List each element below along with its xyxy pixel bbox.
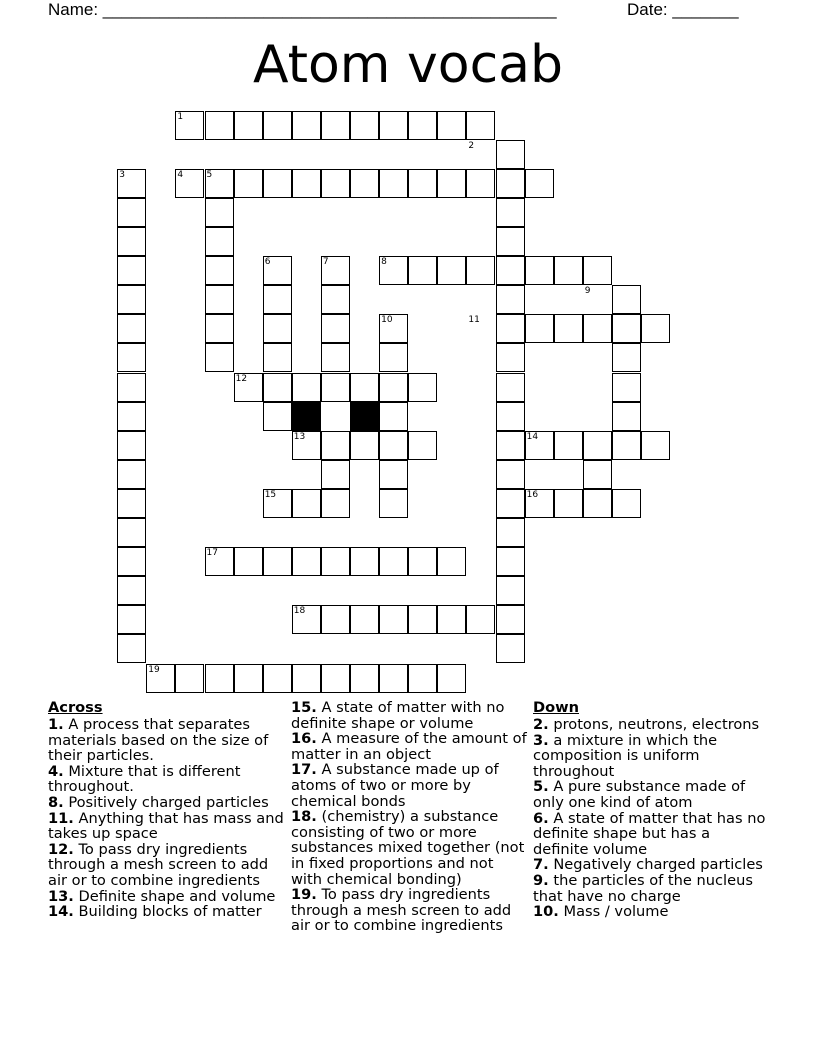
grid-cell[interactable] — [525, 256, 554, 285]
grid-cell[interactable] — [466, 605, 495, 634]
grid-cell[interactable] — [583, 256, 612, 285]
grid-cell[interactable] — [496, 518, 525, 547]
clue-number-label: 9. — [533, 871, 549, 889]
grid-cell[interactable] — [496, 227, 525, 256]
grid-cell[interactable] — [496, 169, 525, 198]
page-title: Atom vocab — [252, 35, 564, 95]
grid-cell[interactable] — [408, 547, 437, 576]
across-heading: Across — [48, 699, 103, 716]
clue-item — [533, 904, 769, 920]
grid-cell[interactable] — [321, 314, 350, 343]
grid-cell[interactable] — [437, 547, 466, 576]
down-clues-column — [533, 700, 769, 920]
clue-number-label: 6. — [533, 809, 549, 827]
clue-text: Mass / volume — [563, 903, 669, 921]
grid-cell[interactable] — [379, 489, 408, 518]
clue-number: 1 — [177, 111, 184, 122]
clue-number: 7 — [322, 257, 329, 268]
grid-cell[interactable] — [205, 227, 234, 256]
grid-cell[interactable] — [496, 576, 525, 605]
grid-cell[interactable] — [205, 314, 234, 343]
grid-cell[interactable] — [437, 169, 466, 198]
grid-cell[interactable] — [234, 664, 263, 693]
down-heading: Down — [533, 699, 580, 716]
clue-item — [48, 795, 284, 811]
grid-cell[interactable] — [379, 402, 408, 431]
grid-cell[interactable] — [350, 169, 379, 198]
grid-cell[interactable] — [496, 314, 525, 343]
clue-number-label: 2. — [533, 716, 549, 733]
grid-cell[interactable] — [321, 111, 350, 140]
grid-cell[interactable] — [175, 664, 204, 693]
grid-cell[interactable] — [350, 547, 379, 576]
grid-cell[interactable] — [408, 169, 437, 198]
clue-number-label: 8. — [48, 793, 64, 811]
grid-cell[interactable] — [554, 431, 583, 460]
clue-number: 10 — [381, 315, 393, 326]
clue-text: Building blocks of matter — [78, 903, 262, 921]
name-field-label: Name: ________________________________________________ — [48, 0, 557, 19]
grid-cell[interactable] — [466, 111, 495, 140]
across-clues-column-1 — [48, 700, 284, 920]
clue-number-label: 5. — [533, 778, 549, 796]
clue-item — [533, 779, 769, 810]
grid-cell[interactable] — [263, 373, 292, 402]
clue-text: (chemistry) a substance consisting of two or more substances mixed together (not in fixed proportions and not with chemical bonding) — [291, 808, 525, 888]
grid-cell[interactable] — [321, 460, 350, 489]
grid-cell[interactable] — [263, 169, 292, 198]
grid-cell[interactable] — [234, 111, 263, 140]
grid-cell[interactable] — [408, 256, 437, 285]
clue-number-label: 10. — [533, 903, 559, 921]
grid-cell[interactable] — [379, 460, 408, 489]
grid-cell[interactable] — [117, 198, 146, 227]
grid-cell[interactable] — [263, 402, 292, 431]
clue-text: A state of matter that has no definite shape but has a definite volume — [533, 809, 766, 858]
grid-cell[interactable] — [292, 664, 321, 693]
grid-cell[interactable] — [205, 111, 234, 140]
clue-number: 3 — [119, 169, 125, 180]
grid-cell[interactable] — [612, 373, 641, 402]
grid-cell[interactable] — [612, 314, 641, 343]
grid-cell[interactable] — [437, 605, 466, 634]
grid-cell[interactable] — [350, 373, 379, 402]
grid-cell[interactable] — [496, 140, 525, 169]
clue-item — [533, 873, 769, 904]
grid-cell[interactable] — [117, 605, 146, 634]
clue-number: 14 — [526, 431, 539, 442]
grid-cell[interactable] — [321, 373, 350, 402]
grid-cell[interactable] — [437, 256, 466, 285]
grid-cell[interactable] — [496, 547, 525, 576]
clue-item — [291, 809, 527, 887]
grid-cell[interactable] — [496, 343, 525, 372]
grid-cell[interactable] — [117, 431, 146, 460]
clue-number: 16 — [526, 489, 539, 500]
grid-cell[interactable] — [379, 431, 408, 460]
clue-number-label: 19. — [291, 886, 317, 904]
clue-number: 6 — [264, 257, 271, 268]
grid-cell[interactable] — [117, 314, 146, 343]
grid-cell[interactable] — [292, 489, 321, 518]
grid-cell[interactable] — [263, 343, 292, 372]
clue-number: 19 — [148, 664, 160, 675]
grid-cell[interactable] — [263, 664, 292, 693]
grid-cell[interactable] — [496, 402, 525, 431]
grid-cell[interactable] — [117, 634, 146, 663]
clue-number-label: 11. — [48, 809, 74, 827]
grid-cell[interactable] — [117, 256, 146, 285]
grid-cell[interactable] — [321, 605, 350, 634]
clue-text: A measure of the amount of matter in an object — [291, 730, 527, 763]
across-clues-column-2 — [291, 700, 527, 934]
grid-cell[interactable] — [612, 285, 641, 314]
clue-number-label: 18. — [291, 808, 317, 826]
grid-cell[interactable] — [117, 460, 146, 489]
clue-item — [48, 842, 284, 889]
grid-cell[interactable] — [496, 198, 525, 227]
grid-cell[interactable] — [117, 402, 146, 431]
grid-cell[interactable] — [525, 169, 554, 198]
clue-number: 8 — [381, 257, 387, 268]
grid-cell[interactable] — [379, 547, 408, 576]
grid-cell[interactable] — [496, 256, 525, 285]
grid-cell[interactable] — [612, 402, 641, 431]
clue-text: To pass dry ingredients through a mesh screen to add air or to combine ingredients — [291, 886, 512, 935]
clue-item — [533, 733, 769, 780]
grid-cell[interactable] — [205, 256, 234, 285]
clue-number: 9 — [584, 286, 591, 297]
grid-cell[interactable] — [205, 343, 234, 372]
grid-cell[interactable] — [641, 431, 670, 460]
clue-number-label: 15. — [291, 699, 317, 716]
grid-cell[interactable] — [525, 314, 554, 343]
grid-cell[interactable] — [117, 518, 146, 547]
clue-number-label: 14. — [48, 903, 74, 921]
grid-cell[interactable] — [205, 664, 234, 693]
grid-cell[interactable] — [583, 431, 612, 460]
grid-cell[interactable] — [292, 547, 321, 576]
grid-cell[interactable] — [408, 111, 437, 140]
clue-number-label: 16. — [291, 730, 317, 748]
grid-cell[interactable] — [234, 547, 263, 576]
grid-cell[interactable] — [321, 489, 350, 518]
clue-item — [48, 811, 284, 842]
grid-cell[interactable] — [496, 285, 525, 314]
clue-item — [291, 762, 527, 809]
clue-text: Negatively charged particles — [553, 856, 763, 874]
clue-text: A substance made up of atoms of two or more by chemical bonds — [291, 761, 499, 810]
clue-number-label: 4. — [48, 762, 64, 780]
clue-number-label: 12. — [48, 840, 74, 858]
grid-cell[interactable] — [379, 373, 408, 402]
grid-cell[interactable] — [292, 373, 321, 402]
clue-item — [533, 811, 769, 858]
grid-cell[interactable] — [321, 343, 350, 372]
grid-cell[interactable] — [408, 605, 437, 634]
clue-text: A pure substance made of only one kind of atom — [533, 778, 746, 811]
clue-number-label: 13. — [48, 887, 74, 905]
grid-cell[interactable] — [321, 664, 350, 693]
clue-number: 5 — [206, 169, 213, 180]
clue-text: Anything that has mass and takes up space — [48, 809, 284, 843]
grid-cell[interactable] — [408, 431, 437, 460]
grid-cell[interactable] — [263, 547, 292, 576]
grid-cell[interactable] — [612, 489, 641, 518]
clue-item — [48, 904, 284, 920]
grid-cell[interactable] — [117, 343, 146, 372]
grid-cell[interactable] — [321, 547, 350, 576]
grid-cell[interactable] — [379, 169, 408, 198]
date-field-label: Date: _______ — [627, 0, 739, 19]
clue-number: 13 — [293, 431, 306, 442]
clue-number-label: 1. — [48, 716, 64, 733]
grid-cell[interactable] — [292, 169, 321, 198]
grid-cell[interactable] — [350, 431, 379, 460]
clue-number-label: 17. — [291, 761, 317, 779]
grid-cell[interactable] — [583, 489, 612, 518]
grid-cell[interactable] — [350, 664, 379, 693]
grid-cell[interactable] — [379, 605, 408, 634]
grid-cell[interactable] — [612, 343, 641, 372]
grid-cell[interactable] — [466, 256, 495, 285]
clue-text: A process that separates materials based on the size of their particles. — [48, 716, 269, 765]
grid-cell[interactable] — [554, 489, 583, 518]
clue-text: a mixture in which the composition is uniform throughout — [533, 731, 718, 780]
clue-number: 2 — [468, 140, 475, 151]
grid-cell[interactable] — [117, 489, 146, 518]
clue-item — [291, 887, 527, 934]
grid-cell[interactable] — [117, 576, 146, 605]
clue-text: A state of matter with no definite shape or volume — [291, 699, 505, 732]
grid-cell[interactable] — [117, 547, 146, 576]
clue-text: the particles of the nucleus that have no charge — [533, 871, 753, 905]
grid-cell[interactable] — [408, 373, 437, 402]
grid-cell[interactable] — [205, 198, 234, 227]
clue-item — [291, 731, 527, 762]
grid-cell[interactable] — [466, 169, 495, 198]
grid-cell[interactable] — [496, 373, 525, 402]
grid-cell[interactable] — [554, 314, 583, 343]
grid-cell[interactable] — [263, 111, 292, 140]
clue-text: Positively charged particles — [68, 793, 269, 811]
grid-cell[interactable] — [205, 285, 234, 314]
grid-cell[interactable] — [321, 169, 350, 198]
grid-cell[interactable] — [496, 460, 525, 489]
clue-item — [533, 717, 769, 733]
grid-cell[interactable] — [379, 664, 408, 693]
grid-cell[interactable] — [321, 431, 350, 460]
grid-cell[interactable] — [117, 227, 146, 256]
grid-cell[interactable] — [379, 343, 408, 372]
clue-number: 15 — [264, 489, 277, 500]
grid-cell[interactable] — [583, 314, 612, 343]
clue-item — [291, 700, 527, 731]
grid-cell[interactable] — [583, 460, 612, 489]
clue-text: Definite shape and volume — [78, 887, 276, 905]
grid-cell[interactable] — [379, 111, 408, 140]
grid-cell[interactable] — [234, 169, 263, 198]
clue-item — [48, 764, 284, 795]
clue-text: To pass dry ingredients through a mesh screen to add air or to combine ingredients — [48, 840, 269, 889]
grid-cell[interactable] — [117, 373, 146, 402]
grid-cell[interactable] — [117, 285, 146, 314]
grid-cell[interactable] — [437, 664, 466, 693]
clue-item — [48, 889, 284, 905]
grid-cell[interactable] — [612, 431, 641, 460]
grid-cell[interactable] — [263, 285, 292, 314]
grid-cell[interactable] — [408, 664, 437, 693]
grid-cell[interactable] — [292, 111, 321, 140]
grid-cell[interactable] — [437, 111, 466, 140]
clue-text: protons, neutrons, electrons — [553, 716, 760, 733]
clue-item — [48, 717, 284, 764]
grid-cell[interactable] — [496, 431, 525, 460]
black-cell — [292, 402, 321, 431]
grid-cell[interactable] — [263, 314, 292, 343]
grid-cell[interactable] — [496, 634, 525, 663]
clue-number: 4 — [177, 169, 184, 180]
grid-cell[interactable] — [554, 256, 583, 285]
clue-number-label: 3. — [533, 731, 549, 749]
black-cell — [350, 402, 379, 431]
clue-text: Mixture that is different throughout. — [48, 762, 241, 796]
grid-cell[interactable] — [496, 489, 525, 518]
grid-cell[interactable] — [641, 314, 670, 343]
grid-cell[interactable] — [350, 111, 379, 140]
clue-number: 11 — [468, 315, 480, 326]
clue-number: 18 — [293, 606, 306, 617]
clue-number: 12 — [235, 373, 248, 384]
clue-number-label: 7. — [533, 856, 549, 874]
clue-number: 17 — [206, 548, 218, 559]
clue-item — [533, 857, 769, 873]
grid-cell[interactable] — [496, 605, 525, 634]
grid-cell[interactable] — [350, 605, 379, 634]
grid-cell[interactable] — [321, 285, 350, 314]
